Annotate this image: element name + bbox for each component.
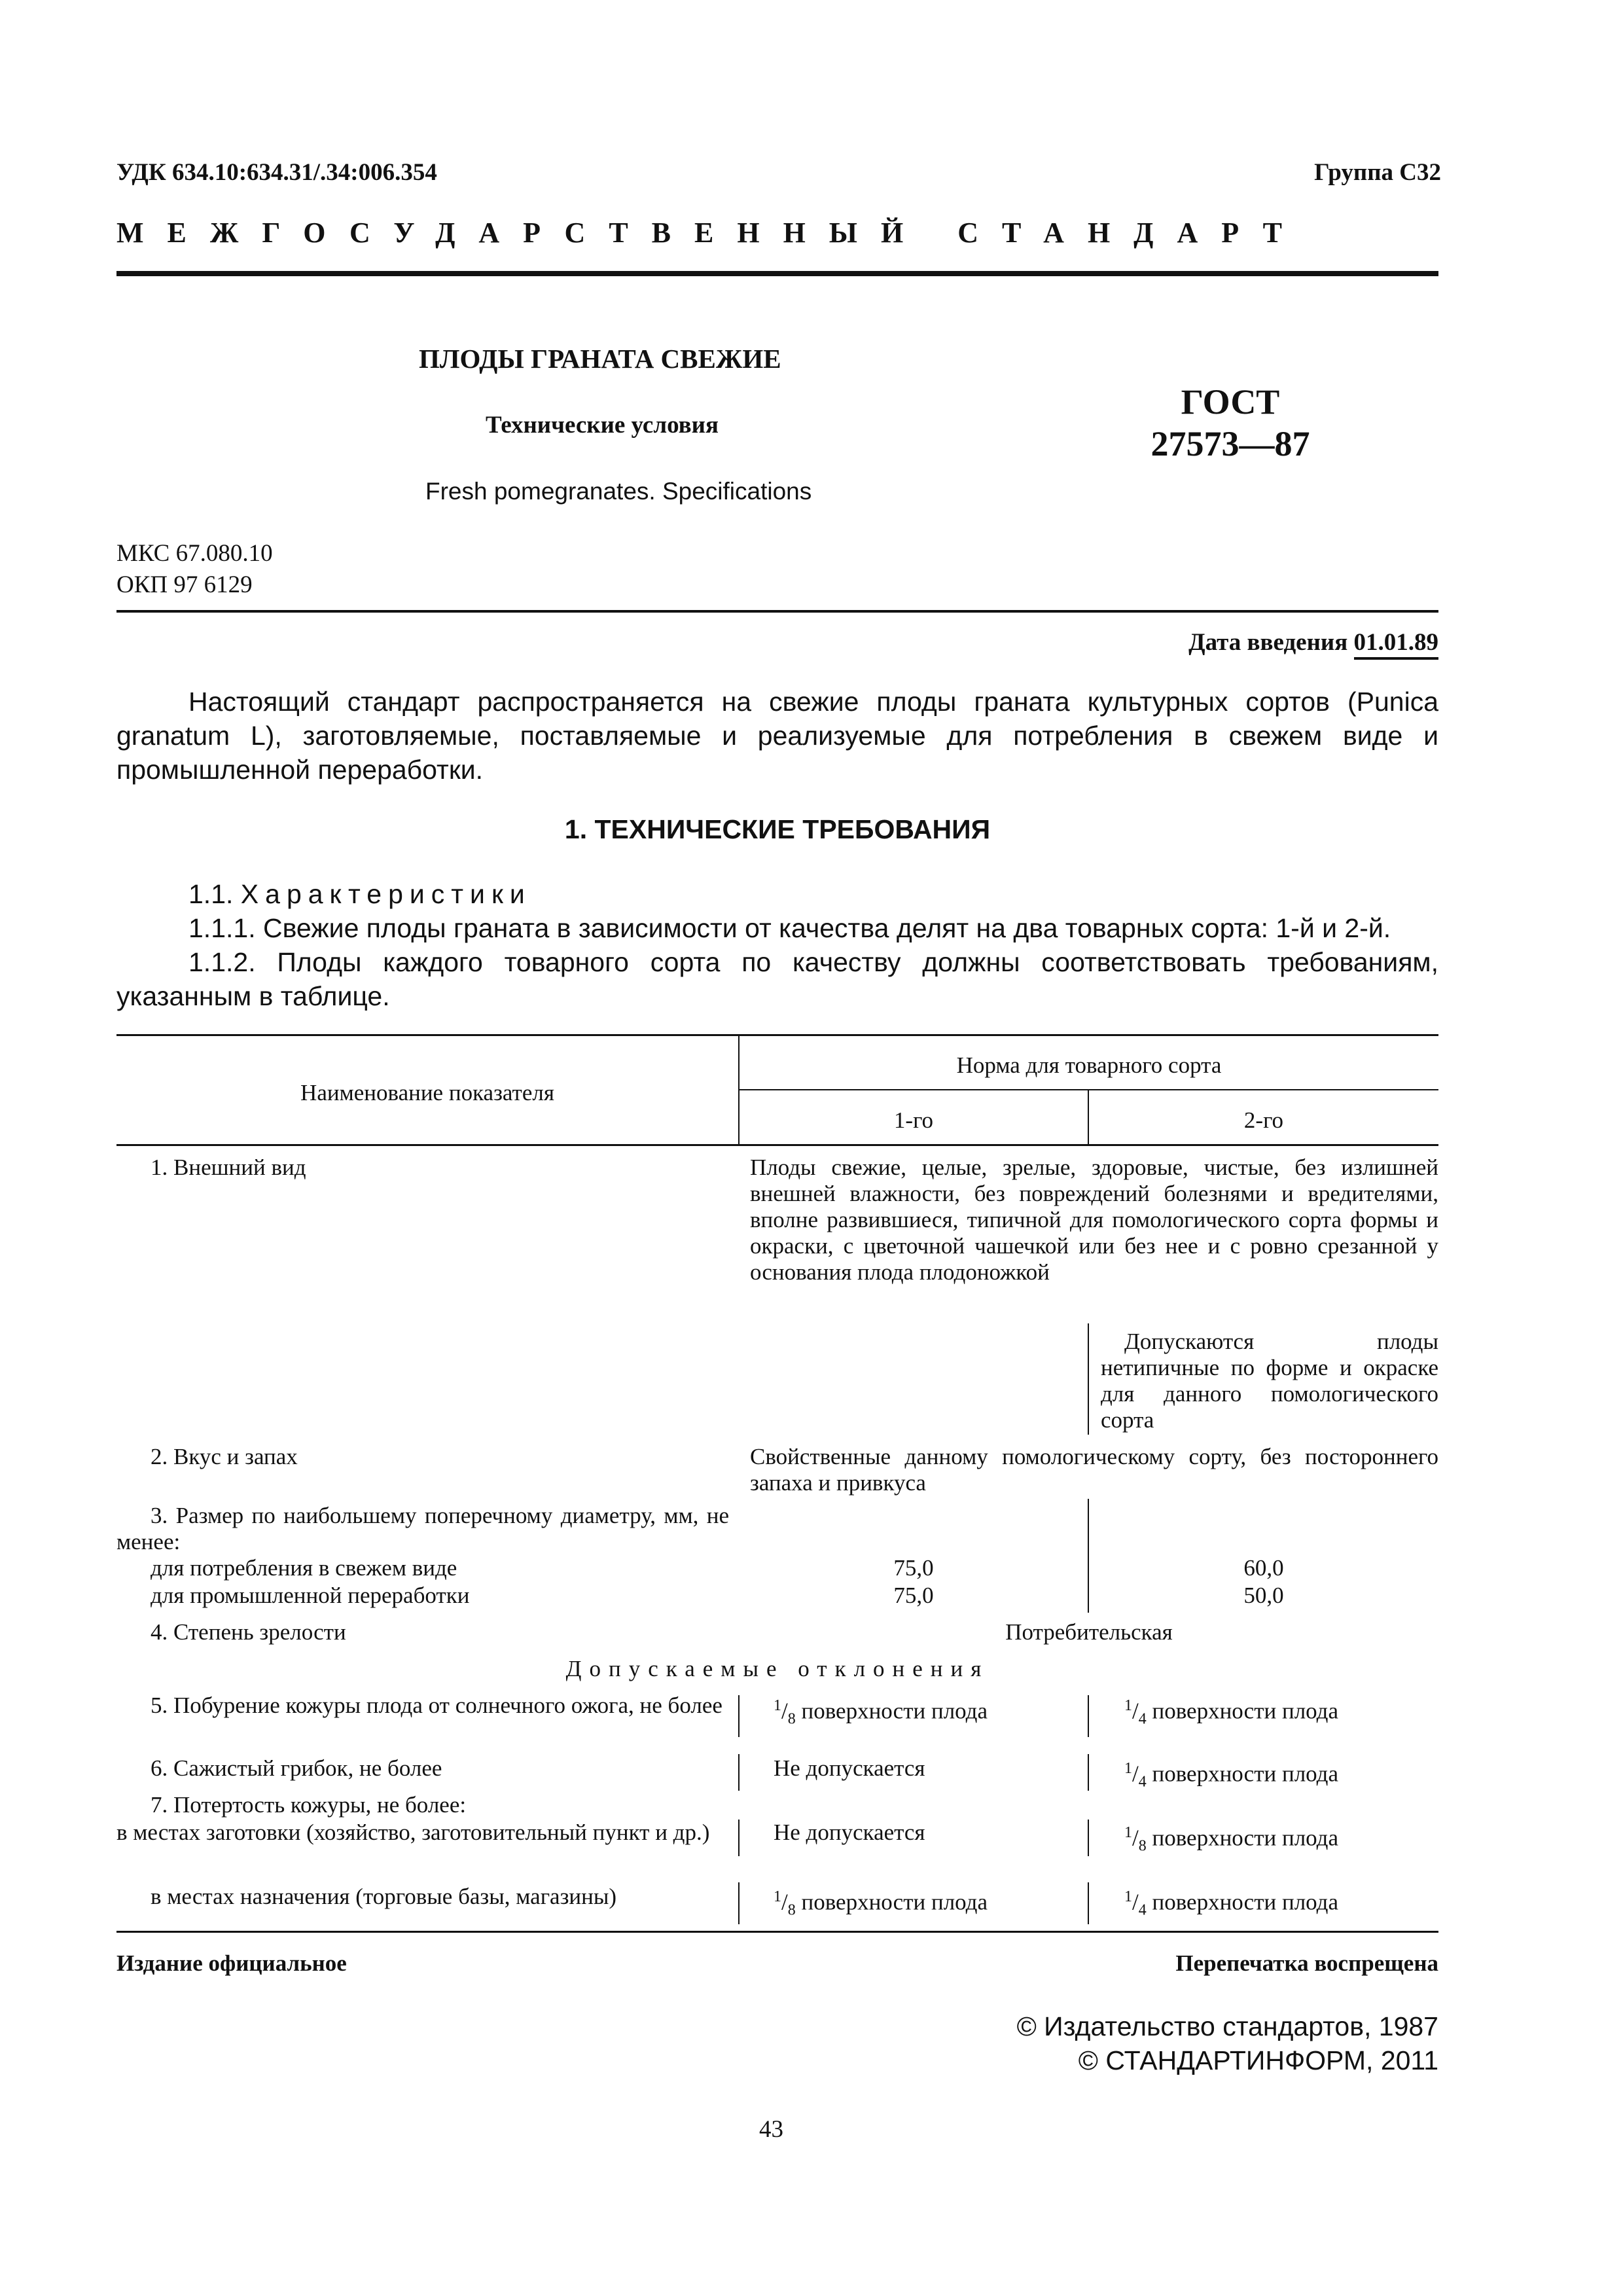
row3a-name: для потребления в свежем виде <box>151 1555 457 1581</box>
okp-code: ОКП 97 6129 <box>116 571 253 598</box>
row7b-grade-1-den: 8 <box>787 1901 796 1919</box>
deviations-subheading: Допускаемые отклонения <box>565 1656 990 1681</box>
row7b-grade-2-num: 1 <box>1124 1888 1132 1905</box>
row6-grade-2-num: 1 <box>1124 1760 1132 1777</box>
row4-name: 4. Степень зрелости <box>151 1619 346 1645</box>
row7b-name: в местах назначения (торговые базы, магазины) <box>151 1884 617 1909</box>
table-bottom-rule <box>116 1931 1438 1933</box>
row5-grade-2-num: 1 <box>1124 1697 1132 1714</box>
row1-both-grades: Плоды свежие, целые, зрелые, здоровые, чистые, без излишней внешней влажности, без повреждений болезнями и вредителями, вполне развившиеся, типичной для помологического сорта формы и окраски, с цветочной чашечкой или без нее и с ровно срезанной у основания плода плодоножкой <box>750 1155 1438 1285</box>
gost-number: 27573—87 <box>1150 424 1310 463</box>
row2-name: 2. Вкус и запах <box>151 1444 298 1469</box>
row4-both-grades: Потребительская <box>1005 1619 1173 1645</box>
row3a-grade-2: 60,0 <box>1243 1555 1284 1581</box>
clause-1-1 <box>116 877 1438 911</box>
clause-1-1-2: 1.1.2. Плоды каждого товарного сорта по качеству должны соответствовать требованиям, указанным в таблице. <box>116 947 1438 1011</box>
row5-grade-2-text: поверхности плода <box>1152 1698 1339 1724</box>
header-grade-1: 1-го <box>893 1107 934 1133</box>
row5-grade-1-text: поверхности плода <box>801 1698 988 1724</box>
row7a-grade-2-den: 8 <box>1138 1837 1147 1855</box>
scope-text: Настоящий стандарт распространяется на свежие плоды граната культурных сортов (Punica granatum L), заготовляемые, поставляемые и реализуемые для потребления в свежем виде и промышленной переработки. <box>116 687 1438 785</box>
row5-grade-1-num: 1 <box>774 1697 781 1714</box>
row7b-grade-1-num: 1 <box>774 1888 781 1905</box>
row2-both-grades: Свойственные данному помологическому сорту, без постороннего запаха и привкуса <box>750 1444 1438 1496</box>
codes-rule <box>116 610 1438 613</box>
header-norm: Норма для товарного сорта <box>956 1052 1222 1078</box>
row1-grade-2: Допускаются плоды нетипичные по форме и окраске для данного помологического сорта <box>1101 1329 1438 1433</box>
row7a-divider-a <box>738 1820 740 1856</box>
document-subtitle: Технические условия <box>486 412 719 439</box>
english-title: Fresh pomegranates. Specifications <box>425 478 812 505</box>
copyright-1987: © Издательство стандартов, 1987 <box>1016 2011 1438 2041</box>
row1-name: 1. Внешний вид <box>151 1155 306 1180</box>
introduction-date <box>1188 628 1438 656</box>
clause-1-1-number: 1.1. <box>188 879 234 909</box>
row7a-divider-b <box>1088 1820 1089 1856</box>
copyright-2011: © СТАНДАРТИНФОРМ, 2011 <box>1078 2045 1438 2075</box>
introduction-date-value: 01.01.89 <box>1354 629 1439 660</box>
row7a-name: в местах заготовки (хозяйство, заготовительный пункт и др.) <box>116 1820 710 1845</box>
row7b-divider-a <box>738 1882 740 1924</box>
introduction-date-label: Дата введения <box>1188 629 1348 656</box>
copyright-block <box>1017 2009 1438 2077</box>
row6-divider-a <box>738 1754 740 1791</box>
scope-paragraph <box>116 685 1438 787</box>
row3b-name: для промышленной переработки <box>151 1583 470 1608</box>
row6-grade-2-den: 4 <box>1138 1773 1147 1791</box>
table-top-rule <box>116 1034 1438 1036</box>
row3b-grade-1: 75,0 <box>893 1583 934 1608</box>
header-grade-2: 2-го <box>1243 1107 1284 1133</box>
row7b-grade-2: $^1/_4$ поверхности плода <box>1124 1888 1339 1919</box>
official-edition-label: Издание официальное <box>116 1950 347 1976</box>
row3a-grade-1: 75,0 <box>893 1555 934 1581</box>
row5-grade-1-den: 8 <box>787 1710 796 1728</box>
gost-designation <box>1126 381 1335 465</box>
row5-grade-2-den: 4 <box>1138 1710 1147 1728</box>
row7b-grade-1-text: поверхности плода <box>801 1889 988 1915</box>
row7a-grade-2-text: поверхности плода <box>1152 1825 1339 1851</box>
row6-grade-2-text: поверхности плода <box>1152 1761 1339 1787</box>
interstate-standard-label: МЕЖГОСУДАРСТВЕННЫЙ СТАНДАРТ <box>116 217 1306 249</box>
gost-label: ГОСТ <box>1181 382 1280 422</box>
row3b-grade-2: 50,0 <box>1243 1583 1284 1608</box>
row5-grade-2: $^1/_4$ поверхности плода <box>1124 1697 1339 1728</box>
row7b-grade-1: $^1/_8$ поверхности плода <box>774 1888 988 1919</box>
row1-divider <box>1088 1323 1089 1435</box>
reprint-prohibited-label: Перепечатка воспрещена <box>1175 1950 1438 1976</box>
row6-grade-1: Не допускается <box>774 1755 925 1781</box>
page-number: 43 <box>759 2116 783 2143</box>
row5-divider-a <box>738 1695 740 1737</box>
row6-name: 6. Сажистый грибок, не более <box>151 1755 442 1781</box>
row5-divider-b <box>1088 1695 1089 1737</box>
section-heading: 1. ТЕХНИЧЕСКИЕ ТРЕБОВАНИЯ <box>564 814 991 844</box>
row6-divider-b <box>1088 1754 1089 1791</box>
classification-codes <box>116 538 273 601</box>
row5-name: 5. Побурение кожуры плода от солнечного ожога, не более <box>151 1693 722 1718</box>
mks-code: МКС 67.080.10 <box>116 540 273 567</box>
row7a-grade-1: Не допускается <box>774 1820 925 1845</box>
document-title: ПЛОДЫ ГРАНАТА СВЕЖИЕ <box>419 344 781 374</box>
row5-grade-1: $^1/_8$ поверхности плода <box>774 1697 988 1728</box>
row7-name: 7. Потертость кожуры, не более: <box>151 1792 467 1818</box>
table-header-rule <box>116 1144 1438 1146</box>
row7a-grade-2: $^1/_8$ поверхности плода <box>1124 1824 1339 1855</box>
row7a-grade-2-num: 1 <box>1124 1824 1132 1841</box>
row7b-grade-2-text: поверхности плода <box>1152 1889 1339 1915</box>
header-rule <box>116 271 1438 276</box>
group-code: Группа С32 <box>1314 159 1441 186</box>
clause-1-1-title: Характеристики <box>240 879 531 909</box>
row7b-divider-b <box>1088 1882 1089 1924</box>
row7b-grade-2-den: 4 <box>1138 1901 1147 1919</box>
clause-1-1-1: 1.1.1. Свежие плоды граната в зависимости от качества делят на два товарных сорта: 1-й и 2-й. <box>188 913 1391 943</box>
row3-name: 3. Размер по наибольшему поперечному диаметру, мм, не менее: <box>116 1503 729 1554</box>
header-indicator: Наименование показателя <box>300 1080 554 1105</box>
row6-grade-2: $^1/_4$ поверхности плода <box>1124 1760 1339 1791</box>
udk-code: УДК 634.10:634.31/.34:006.354 <box>116 159 437 186</box>
